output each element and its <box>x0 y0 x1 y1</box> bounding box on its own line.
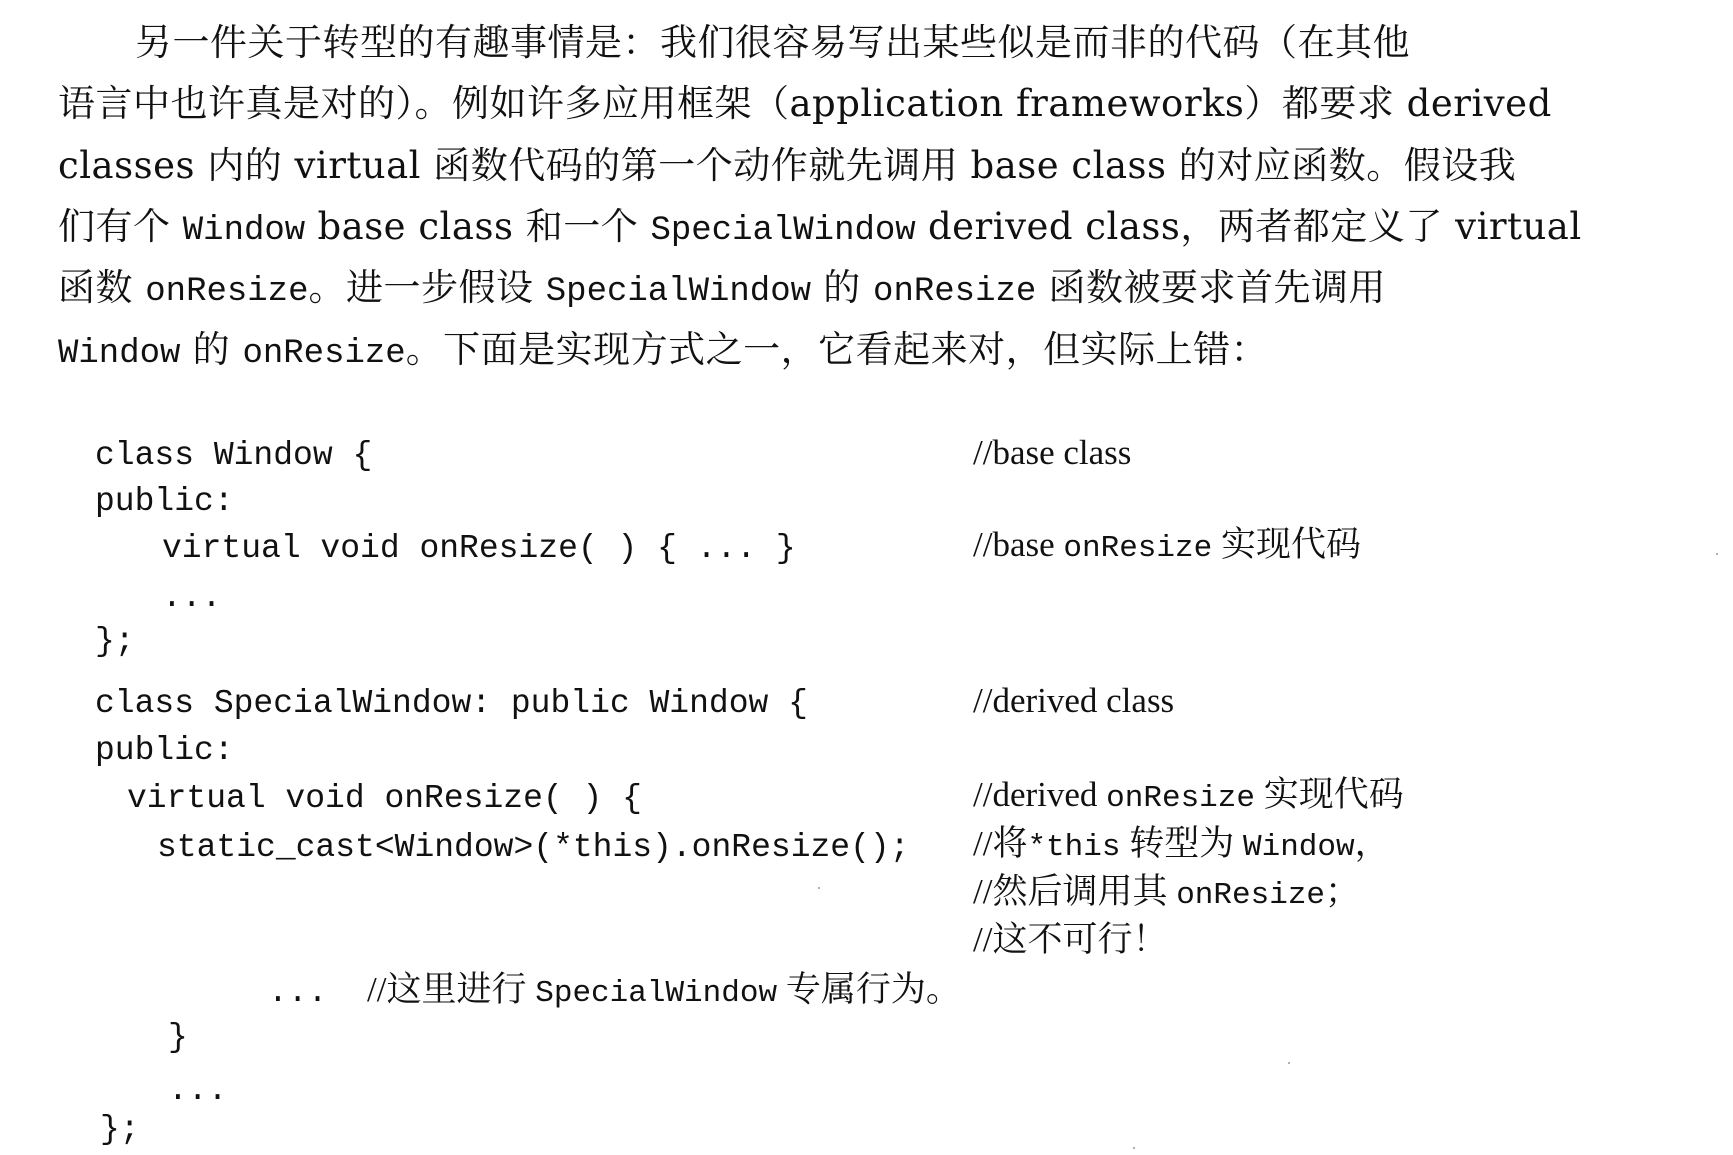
code-comment: //derived class <box>973 681 1175 720</box>
scan-speck <box>1716 553 1718 555</box>
scan-speck <box>818 887 820 889</box>
code-comment: //这里进行 SpecialWindow 专属行为。 <box>367 970 961 1011</box>
paragraph-text: base class 和一个 <box>305 205 651 248</box>
code-line: class SpecialWindow: public Window { <box>95 685 808 722</box>
code-line: } <box>168 1019 188 1056</box>
paragraph-text: 另一件关于转型的有趣事情是：我们很容易写出某些似是而非的代码（在其他 <box>135 21 1410 64</box>
code-comment: //将*this 转型为 Window， <box>973 824 1390 865</box>
code-line: virtual void onResize( ) { ... } <box>162 530 796 567</box>
inline-code: Window <box>58 335 181 373</box>
code-comment: //然后调用其 onResize； <box>973 872 1361 913</box>
scan-speck <box>1288 1062 1290 1064</box>
inline-code: onResize <box>242 335 406 373</box>
code-line: class Window { <box>95 437 373 474</box>
code-comment: //base onResize 实现代码 <box>973 525 1361 566</box>
inline-code: SpecialWindow <box>650 212 916 250</box>
code-text: ... <box>268 974 328 1011</box>
code-line <box>268 970 961 1014</box>
code-comment: //base class <box>973 433 1132 472</box>
paragraph-text: 语言中也许真是对的）。例如许多应用框架（application frameworks）都要求 derived <box>58 82 1552 125</box>
paragraph-line-4 <box>58 205 1582 253</box>
paragraph-line-5 <box>58 266 1478 314</box>
paragraph-line-3 <box>58 144 1517 188</box>
code-line: }; <box>100 1111 140 1148</box>
paragraph-text: 函数 <box>58 266 146 309</box>
code-line: ... <box>168 1072 228 1109</box>
code-line: }; <box>95 623 135 660</box>
paragraph-text: 。下面是实现方式之一，它看起来对，但实际上错： <box>405 328 1269 371</box>
scan-speck <box>1133 1147 1135 1149</box>
code-line: static_cast<Window>(*this).onResize(); <box>157 829 910 866</box>
paragraph-line-6 <box>58 328 1478 376</box>
code-line: public: <box>95 732 234 769</box>
paragraph-text: 函数被要求首先调用 <box>1036 266 1387 309</box>
paragraph-line-1 <box>135 21 1555 65</box>
code-line: virtual void onResize( ) { <box>127 780 642 817</box>
paragraph-text: 。进一步假设 <box>308 266 546 309</box>
inline-code: Window <box>182 212 306 250</box>
paragraph-text: classes 内的 virtual 函数代码的第一个动作就先调用 base class 的对应函数。假设我 <box>58 144 1517 187</box>
paragraph-text: 的 <box>180 328 243 371</box>
paragraph-text: 们有个 <box>58 205 183 248</box>
paragraph-text: 的 <box>811 266 874 309</box>
inline-code: onResize <box>873 273 1037 311</box>
paragraph-line-2 <box>58 82 1552 126</box>
inline-code: onResize <box>145 273 309 311</box>
code-comment: //这不可行！ <box>973 920 1168 959</box>
paragraph-text: derived class，两者都定义了 virtual <box>915 205 1582 248</box>
code-line: ... <box>162 579 222 616</box>
inline-code: SpecialWindow <box>545 273 812 311</box>
code-line: public: <box>95 483 234 520</box>
code-comment: //derived onResize 实现代码 <box>973 775 1404 816</box>
